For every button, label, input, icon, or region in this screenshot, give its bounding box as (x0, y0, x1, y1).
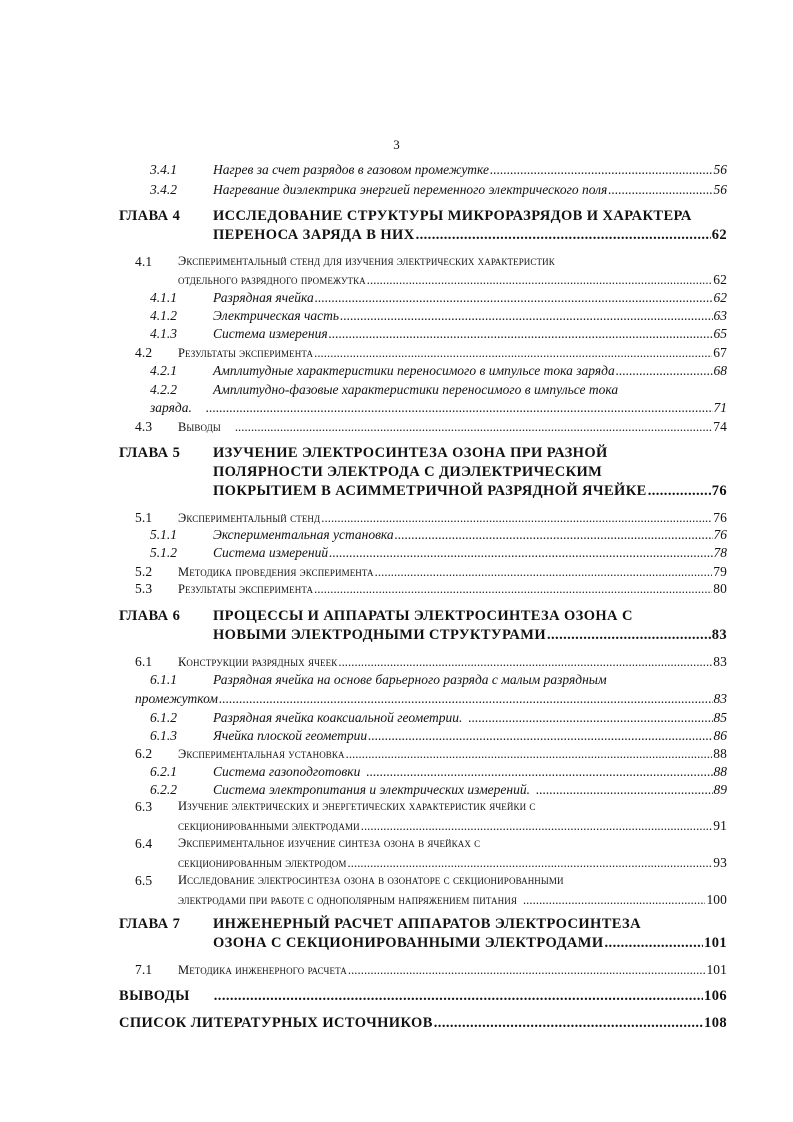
toc-entry-page: 108 (704, 1015, 727, 1031)
dot-leader (235, 420, 712, 435)
dot-leader (214, 988, 703, 1005)
toc-entry-title: Экспериментальная установка (213, 527, 394, 542)
toc-entry-number: 5.1.1 (150, 527, 177, 542)
toc-entry-page: 83 (713, 691, 727, 706)
toc-entry-number: 6.1.2 (150, 710, 177, 725)
toc-entry-number: 6.2.2 (150, 782, 177, 797)
dot-leader (434, 1015, 703, 1032)
toc-entry-title: Методика инженерного расчета (178, 963, 347, 977)
dot-leader (536, 782, 713, 798)
toc-entry-title: Система газоподготовки (213, 764, 361, 779)
toc-chapter-title-line: ИЗУЧЕНИЕ ЭЛЕКТРОСИНТЕЗА ОЗОНА ПРИ РАЗНОЙ (213, 445, 608, 461)
toc-entry-page: 100 (706, 892, 727, 907)
toc-entry-title: Нагрев за счет разрядов в газовом промежутке (213, 162, 490, 177)
toc-entry-title: Конструкции разрядных ячеек (178, 655, 338, 669)
toc-entry-number: 4.2.2 (150, 382, 177, 397)
toc-entry-number: 5.2 (135, 564, 153, 579)
toc-entry-page: 88 (713, 746, 727, 761)
dot-leader (321, 511, 712, 526)
toc-chapter-label: ГЛАВА 4 (119, 208, 181, 224)
toc-chapter-title-line: ИНЖЕНЕРНЫЙ РАСЧЕТ АППАРАТОВ ЭЛЕКТРОСИНТЕЗА (213, 916, 641, 932)
toc-entry-page: 71 (713, 400, 727, 415)
toc-entry-number: 4.2.1 (150, 363, 177, 378)
toc-entry-title-line: Разрядная ячейка на основе барьерного разряда с малым разрядным (213, 672, 607, 687)
dot-leader (348, 856, 713, 871)
dot-leader (547, 627, 711, 644)
toc-chapter-title-line: ПЕРЕНОСА ЗАРЯДА В НИХ (213, 227, 415, 243)
toc-entry-page: 65 (713, 326, 727, 341)
toc-entry-number: 4.1.2 (150, 308, 177, 323)
toc-entry-page: 68 (713, 363, 727, 378)
toc-entry-title: Выводы (178, 420, 221, 434)
toc-chapter-label: ГЛАВА 7 (119, 916, 181, 932)
dot-leader (616, 363, 713, 379)
dot-leader (375, 565, 713, 580)
toc-entry-page: 56 (713, 162, 727, 177)
dot-leader (368, 728, 712, 744)
dot-leader (348, 963, 706, 978)
toc-chapter-title: ВЫВОДЫ (119, 988, 190, 1004)
toc-entry-page: 76 (711, 483, 727, 499)
toc-entry-title-line: Амплитудно-фазовые характеристики переносимого в импульсе тока (213, 382, 619, 397)
toc-chapter-label: ГЛАВА 6 (119, 608, 181, 624)
toc-chapter-title-line: ПРОЦЕССЫ И АППАРАТЫ ЭЛЕКТРОСИНТЕЗА ОЗОНА С (213, 608, 633, 624)
dot-leader (314, 346, 712, 361)
toc-entry-page: 76 (713, 510, 727, 525)
toc-entry-number: 4.1 (135, 254, 153, 269)
toc-entry-title-line: Экспериментальное изучение синтеза озона в ячейках с (178, 836, 481, 850)
dot-leader (395, 527, 713, 543)
toc-entry-title: Система измерения (213, 326, 328, 341)
toc-entry-number: 5.1.2 (150, 545, 177, 560)
toc-entry-title: отдельного разрядного промежутка (178, 273, 366, 287)
toc-entry-title: промежутком (135, 691, 218, 706)
toc-entry-title-line: Экспериментальный стенд для изучения электрических характеристик (178, 254, 555, 268)
toc-entry-page: 86 (713, 728, 727, 743)
toc-entry-number: 3.4.2 (150, 182, 177, 197)
toc-entry-title: Разрядная ячейка (213, 290, 314, 305)
dot-leader (314, 582, 712, 597)
toc-entry-page: 85 (713, 710, 727, 725)
toc-entry-page: 62 (711, 227, 727, 243)
dot-leader (206, 400, 713, 416)
toc-entry-title: Электрическая часть (213, 308, 340, 323)
toc-entry-number: 3.4.1 (150, 162, 177, 177)
dot-leader (338, 655, 712, 670)
toc-entry-title: Нагревание диэлектрика энергией переменного электрического поля (213, 182, 608, 197)
toc-entry-title: Экспериментальная установка (178, 747, 345, 761)
dot-leader (605, 935, 704, 952)
toc-entry-title: Ячейка плоской геометрии (213, 728, 368, 743)
dot-leader (315, 290, 713, 306)
toc-entry-number: 6.5 (135, 873, 153, 888)
page-number: 3 (393, 137, 400, 152)
toc-entry-page: 88 (713, 764, 727, 779)
toc-entry-number: 7.1 (135, 962, 153, 977)
toc-entry-page: 74 (713, 419, 727, 434)
toc-entry-page: 78 (713, 545, 727, 560)
toc-entry-title: секционированным электродом (178, 856, 347, 870)
dot-leader (523, 893, 705, 908)
dot-leader (608, 182, 712, 198)
toc-entry-number: 6.2.1 (150, 764, 177, 779)
toc-entry-title-line: Исследование электросинтеза озона в озонаторе с секционированными (178, 873, 564, 887)
dot-leader (329, 545, 712, 561)
toc-entry-title: электродами при работе с однополярным напряжением питания (178, 893, 517, 907)
toc-entry-number: 4.3 (135, 419, 153, 434)
toc-entry-title: Амплитудные характеристики переносимого в импульсе тока заряда (213, 363, 615, 378)
toc-chapter-title-line: ОЗОНА С СЕКЦИОНИРОВАННЫМИ ЭЛЕКТРОДАМИ (213, 935, 604, 951)
toc-entry-page: 79 (713, 564, 727, 579)
toc-entry-page: 89 (713, 782, 727, 797)
toc-chapter-title-line: ПОКРЫТИЕМ В АСИММЕТРИЧНОЙ РАЗРЯДНОЙ ЯЧЕЙКЕ (213, 483, 647, 499)
toc-entry-number: 6.1.3 (150, 728, 177, 743)
dot-leader (366, 764, 712, 780)
toc-entry-number: 4.2 (135, 345, 153, 360)
toc-entry-page: 76 (713, 527, 727, 542)
dot-leader (346, 747, 713, 762)
toc-chapter-title: СПИСОК ЛИТЕРАТУРНЫХ ИСТОЧНИКОВ (119, 1015, 433, 1031)
toc-entry-page: 101 (704, 935, 727, 951)
toc-entry-number: 4.1.1 (150, 290, 177, 305)
toc-entry-number: 6.1.1 (150, 672, 177, 687)
toc-entry-title: Методика проведения эксперимента (178, 565, 374, 579)
toc-entry-page: 91 (713, 818, 727, 833)
toc-entry-number: 6.2 (135, 746, 153, 761)
toc-chapter-title-line: ПОЛЯРНОСТИ ЭЛЕКТРОДА С ДИЭЛЕКТРИЧЕСКИМ (213, 464, 603, 480)
dot-leader (219, 691, 713, 707)
toc-entry-title: заряда. (150, 400, 192, 415)
toc-entry-title: Экспериментальный стенд (178, 511, 321, 525)
toc-entry-number: 5.1 (135, 510, 153, 525)
dot-leader (340, 308, 712, 324)
dot-leader (361, 819, 713, 834)
toc-entry-page: 101 (706, 962, 727, 977)
toc-entry-page: 80 (713, 581, 727, 596)
toc-entry-number: 6.4 (135, 836, 153, 851)
toc-entry-page: 62 (713, 290, 727, 305)
dot-leader (468, 710, 712, 726)
toc-entry-number: 5.3 (135, 581, 153, 596)
dot-leader (490, 162, 712, 178)
toc-entry-title: Система измерений (213, 545, 329, 560)
toc-entry-title: Результаты эксперимента (178, 346, 314, 360)
toc-entry-number: 6.1 (135, 654, 153, 669)
toc-entry-number: 6.3 (135, 799, 153, 814)
toc-chapter-label: ГЛАВА 5 (119, 445, 181, 461)
toc-entry-page: 83 (713, 654, 727, 669)
toc-entry-number: 4.1.3 (150, 326, 177, 341)
toc-chapter-title-line: НОВЫМИ ЭЛЕКТРОДНЫМИ СТРУКТУРАМИ (213, 627, 546, 643)
dot-leader (329, 326, 713, 342)
toc-entry-title-line: Изучение электрических и энергетических характеристик ячейки с (178, 799, 536, 813)
toc-entry-page: 63 (713, 308, 727, 323)
dot-leader (648, 483, 711, 500)
toc-entry-page: 83 (711, 627, 727, 643)
toc-chapter-title-line: ИССЛЕДОВАНИЕ СТРУКТУРЫ МИКРОРАЗРЯДОВ И ХАРАКТЕРА (213, 208, 692, 224)
toc-entry-title: секционированными электродами (178, 819, 360, 833)
toc-entry-page: 106 (704, 988, 727, 1004)
toc-entry-page: 56 (713, 182, 727, 197)
dot-leader (367, 273, 713, 288)
toc-entry-page: 93 (713, 855, 727, 870)
toc-entry-page: 67 (713, 345, 727, 360)
toc-entry-page: 62 (713, 272, 727, 287)
dot-leader (416, 227, 711, 244)
toc-entry-title: Система электропитания и электрических измерений. (213, 782, 530, 797)
toc-entry-title: Результаты эксперимента (178, 582, 314, 596)
toc-entry-title: Разрядная ячейка коаксиальной геометрии. (213, 710, 463, 725)
